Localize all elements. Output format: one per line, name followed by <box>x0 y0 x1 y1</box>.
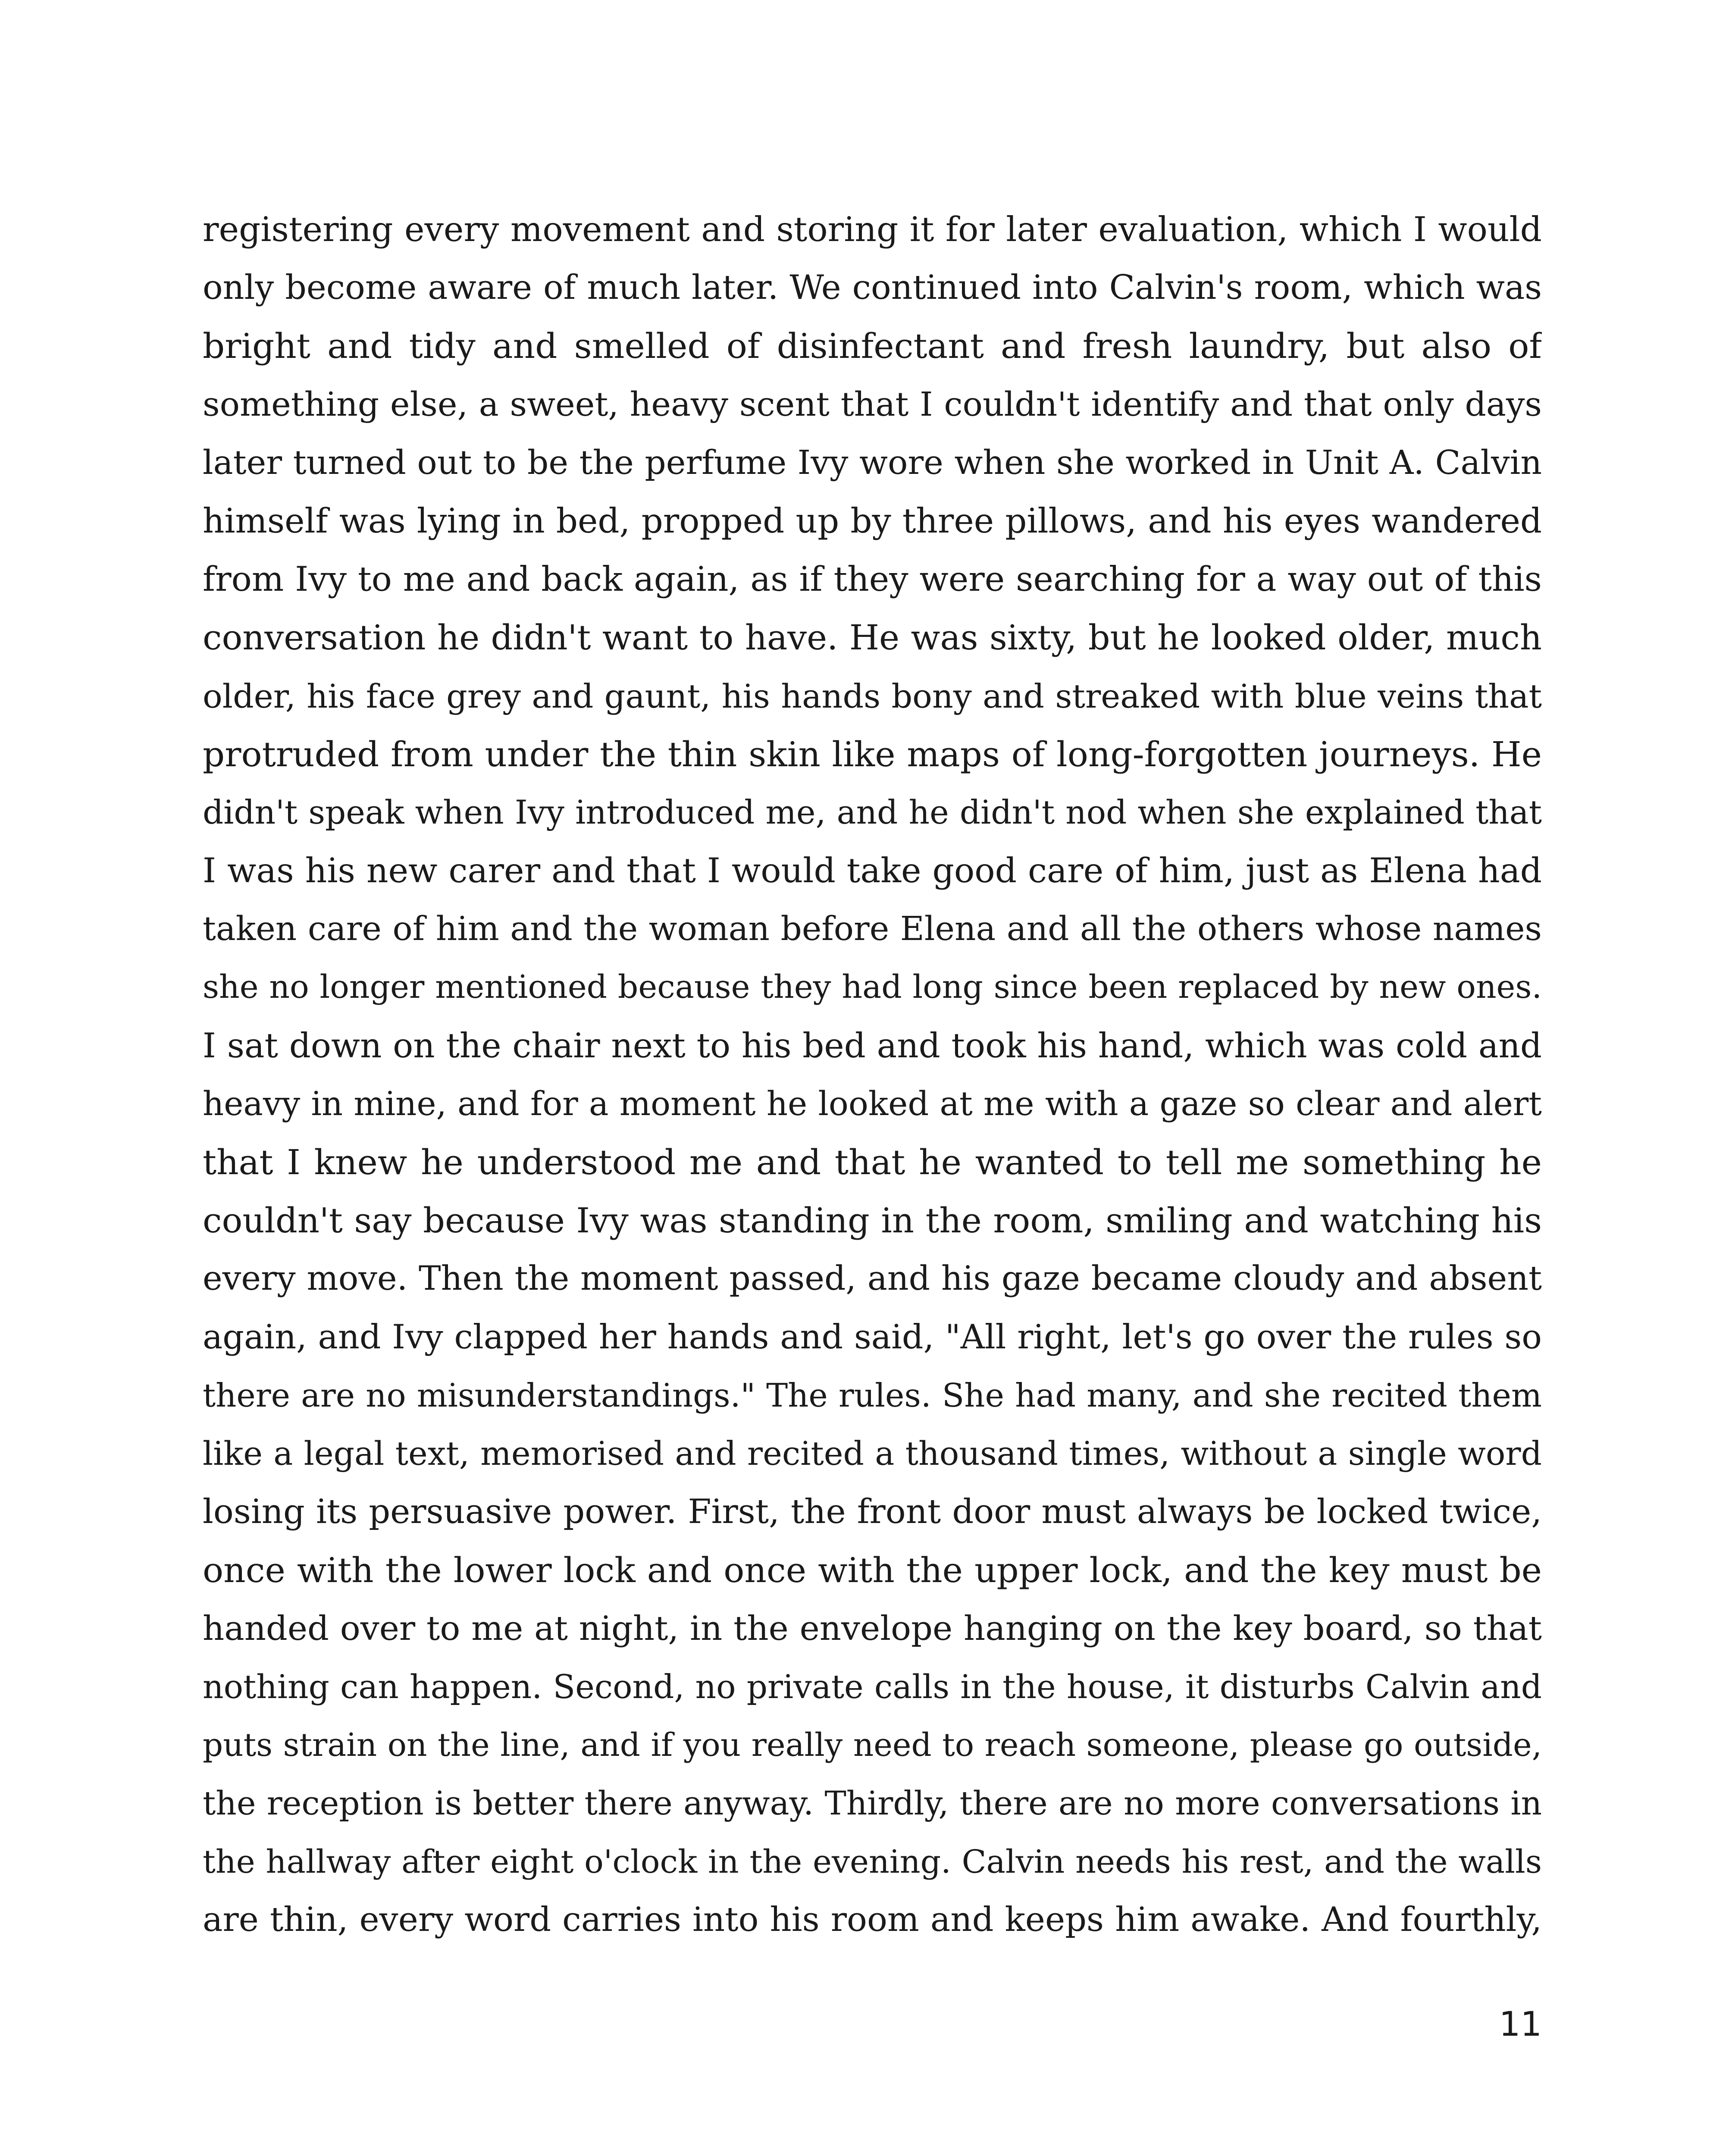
text-line: handed over to me at night, in the envelope hanging on the key board, so that <box>203 1609 1542 1648</box>
text-line: taken care of him and the woman before Elena and all the others whose names <box>203 910 1542 949</box>
text-line: are thin, every word carries into his room and keeps him awake. And fourthly, <box>203 1900 1542 1940</box>
text-line: later turned out to be the perfume Ivy wore when she worked in Unit A. Calvin <box>203 443 1542 482</box>
text-line: registering every movement and storing it for later evaluation, which I would <box>203 210 1542 249</box>
text-line: that I knew he understood me and that he wanted to tell me something he <box>203 1142 1542 1182</box>
text-line: bright and tidy and smelled of disinfectant and fresh laundry, but also of <box>203 326 1542 367</box>
page-number: 11 <box>1499 2005 1542 2044</box>
text-line: every move. Then the moment passed, and his gaze became cloudy and absent <box>203 1259 1542 1298</box>
text-line: older, his face grey and gaunt, his hands bony and streaked with blue veins that <box>203 677 1542 715</box>
text-line: like a legal text, memorised and recited a thousand times, without a single word <box>203 1434 1542 1473</box>
text-line: the reception is better there anyway. Thirdly, there are no more conversations in <box>203 1784 1542 1823</box>
text-line: I was his new carer and that I would take good care of him, just as Elena had <box>203 851 1542 891</box>
text-line: once with the lower lock and once with the upper lock, and the key must be <box>203 1550 1542 1591</box>
text-line: protruded from under the thin skin like maps of long-forgotten journeys. He <box>203 734 1542 774</box>
text-line: nothing can happen. Second, no private calls in the house, it disturbs Calvin and <box>203 1667 1542 1706</box>
text-line: there are no misunderstandings." The rules. She had many, and she recited them <box>203 1376 1542 1414</box>
text-line: himself was lying in bed, propped up by three pillows, and his eyes wandered <box>203 501 1542 541</box>
text-line: couldn't say because Ivy was standing in the room, smiling and watching his <box>203 1200 1542 1241</box>
text-line: from Ivy to me and back again, as if they were searching for a way out of this <box>203 559 1542 599</box>
text-line: only become aware of much later. We continued into Calvin's room, which was <box>203 268 1542 307</box>
text-line: didn't speak when Ivy introduced me, and he didn't nod when she explained that <box>203 793 1542 831</box>
text-line: she no longer mentioned because they had long since been replaced by new ones. <box>203 968 1542 1006</box>
text-line: puts strain on the line, and if you really need to reach someone, please go outside, <box>203 1727 1542 1764</box>
text-line: conversation he didn't want to have. He was sixty, but he looked older, much <box>203 617 1542 658</box>
text-line: I sat down on the chair next to his bed and took his hand, which was cold and <box>203 1026 1542 1065</box>
text-line: again, and Ivy clapped her hands and said, "All right, let's go over the rules so <box>203 1317 1542 1357</box>
text-line: losing its persuasive power. First, the front door must always be locked twice, <box>203 1492 1542 1532</box>
text-line: heavy in mine, and for a moment he looked at me with a gaze so clear and alert <box>203 1084 1542 1123</box>
text-line: the hallway after eight o'clock in the evening. Calvin needs his rest, and the walls <box>203 1843 1542 1881</box>
body-text <box>203 201 1542 1949</box>
text-line: something else, a sweet, heavy scent that I couldn't identify and that only days <box>203 385 1542 424</box>
